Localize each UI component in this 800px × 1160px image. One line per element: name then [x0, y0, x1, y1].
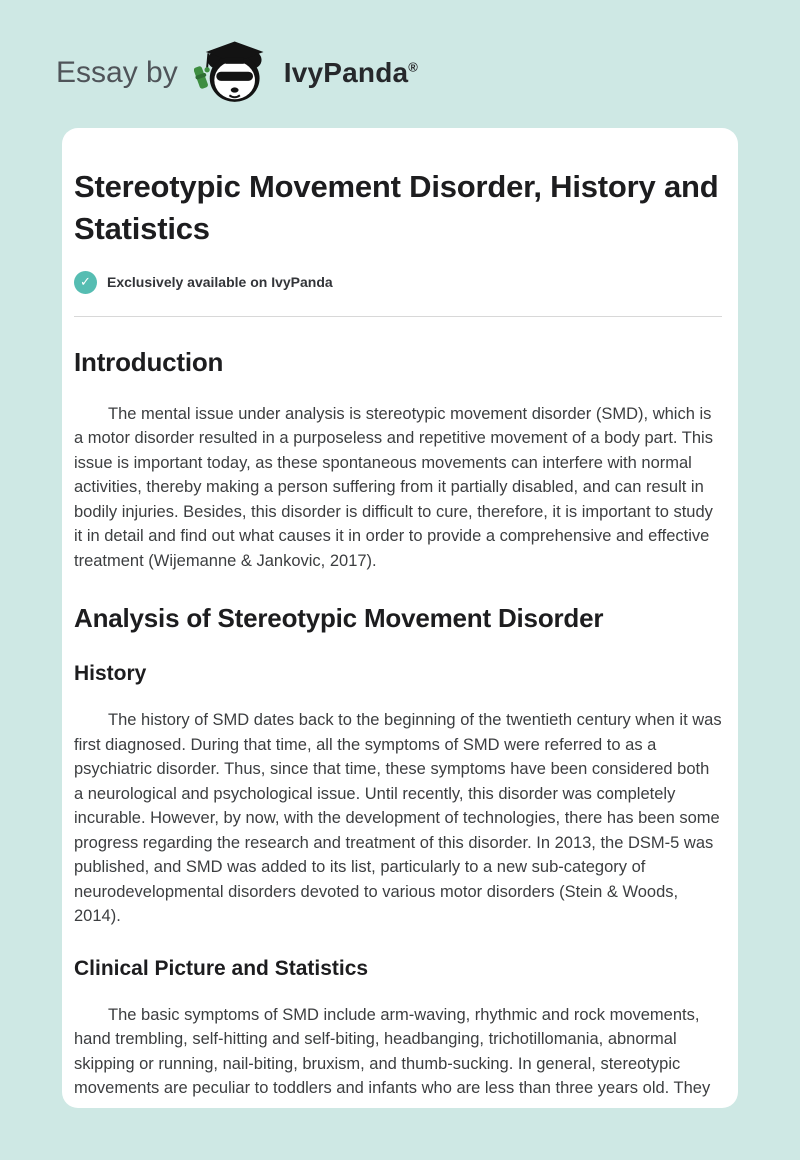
subsection-heading-history: History: [74, 662, 147, 686]
section-heading-introduction: Introduction: [74, 346, 224, 377]
essay-card: [62, 128, 738, 1108]
brand-name: [284, 57, 418, 89]
brand-text: IvyPanda: [283, 57, 409, 88]
availability-label: Exclusively available on IvyPanda: [107, 274, 333, 291]
divider: [74, 316, 722, 317]
registered-mark: ®: [408, 59, 419, 75]
paragraph-introduction: The mental issue under analysis is stereotypic movement disorder (SMD), which is a motor disorder resulted in a purposeless and repetitive movement of a body part. This issue is important today, as these spontaneous movements can interfere with normal activities, thereby making a person suffering from it partially disabled, and can result in bodily injuries. Besides, this disorder is difficult to cure, therefore, it is important to study it in detail and find out what causes it in order to provide a comprehensive and effective treatment (Wijemanne & Jankovic, 2017).: [74, 404, 713, 570]
paragraph-history: The history of SMD dates back to the beginning of the twentieth century when it was first diagnosed. During that time, all the symptoms of SMD were referred to as a psychiatric disorder. Thus, since that time, these symptoms have been considered both a neurological and psychological issue. Until recently, this disorder was completely incurable. However, by now, with the development of technologies, there has been some progress regarding the research and treatment of this disorder. In 2013, the DSM-5 was published, and SMD was added to its list, particularly to a new sub-category of neurodevelopmental disorders devoted to various motor disorders (Stein & Woods, 2014).: [74, 711, 722, 926]
panda-graduate-icon: [194, 40, 274, 106]
availability-badge: [74, 271, 722, 294]
ivypanda-logo: [194, 40, 418, 106]
section-heading-analysis: Analysis of Stereotypic Movement Disorder: [74, 603, 604, 634]
header: [0, 0, 800, 104]
essay-title: Stereotypic Movement Disorder, History and Statistics: [74, 169, 719, 247]
essay-by-label: Essay by: [56, 56, 178, 89]
check-icon: ✓: [74, 271, 97, 294]
paragraph-clinical: The basic symptoms of SMD include arm-waving, rhythmic and rock movements, hand trembling, self-hitting and self-biting, headbanging, trichotillomania, abnormal skipping or running, nail-biting, bruxism, and thumb-sucking. In general, stereotypic movements are peculiar to toddlers and infants who are less than three years old. They: [74, 1005, 711, 1098]
subsection-heading-clinical: Clinical Picture and Statistics: [74, 956, 369, 980]
